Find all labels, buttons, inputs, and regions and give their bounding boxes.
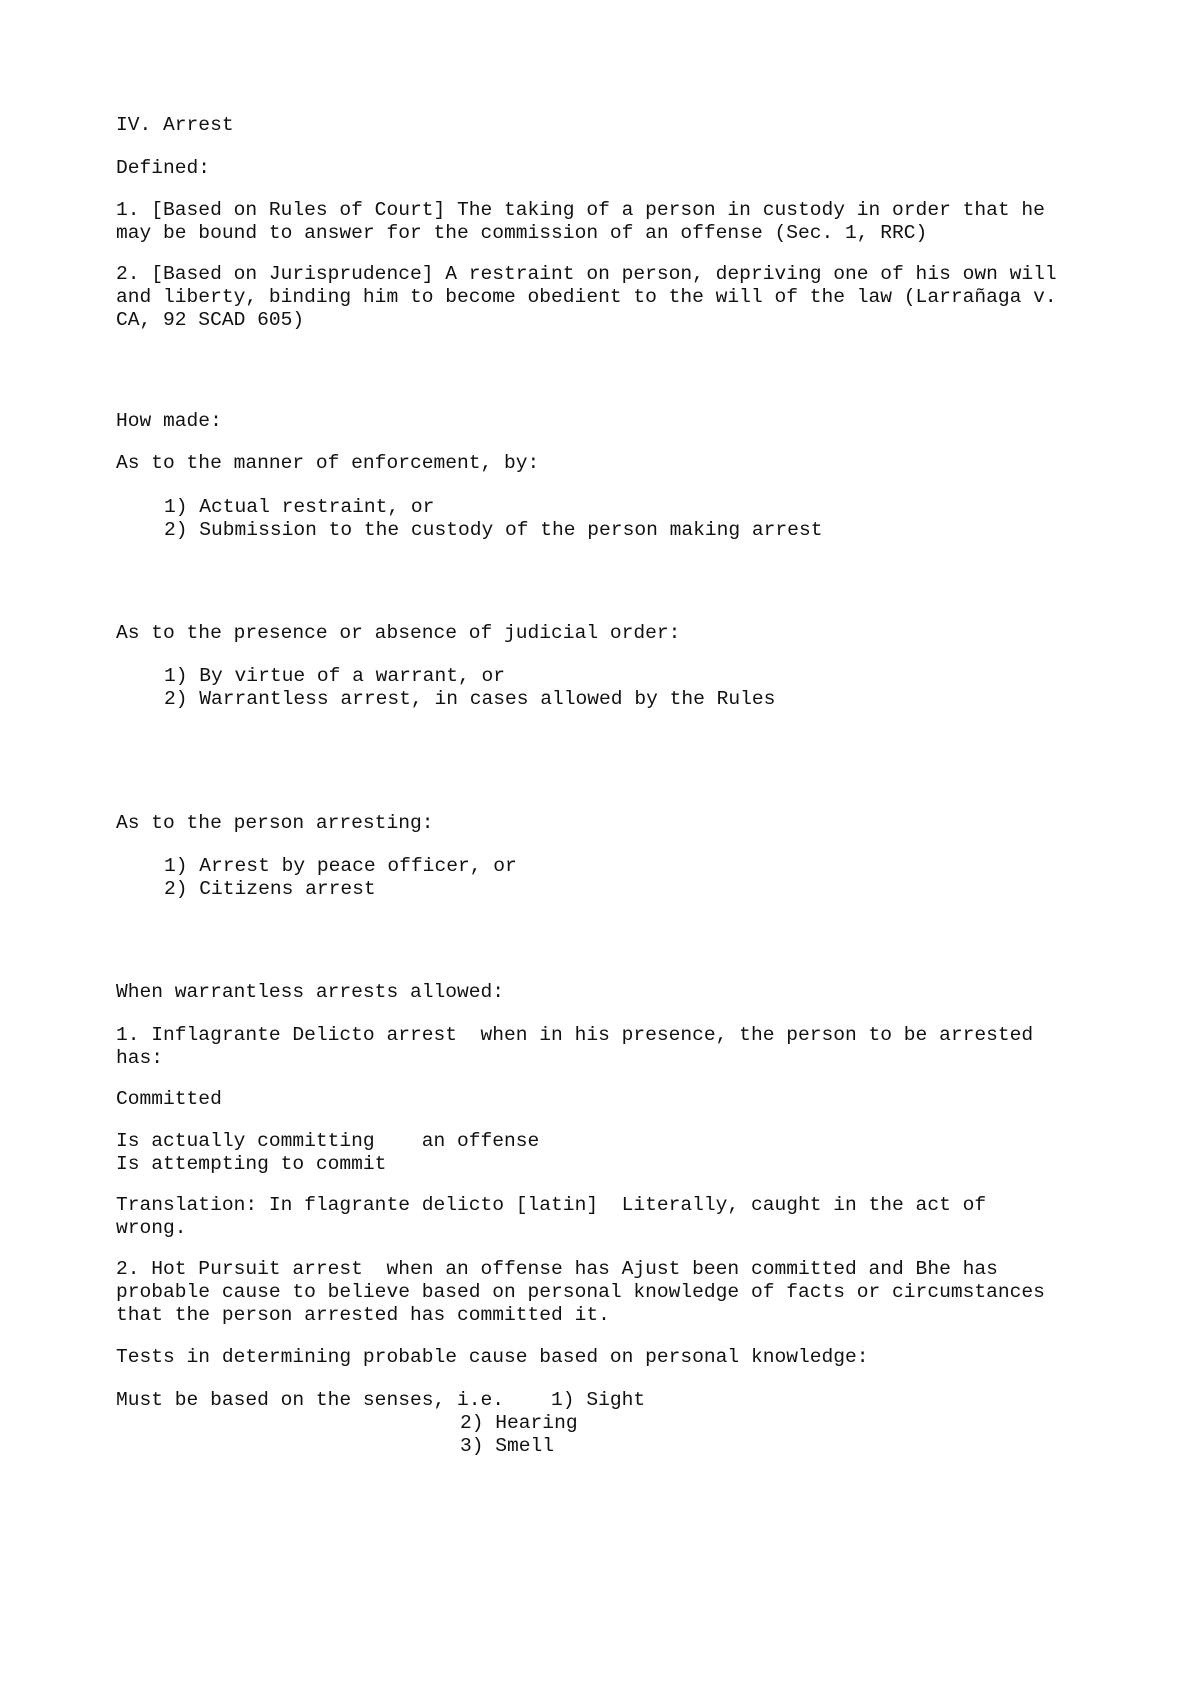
enforcement-item: 1) Actual restraint, or <box>164 496 435 518</box>
definition-2-line-2: and liberty, binding him to become obedient to the will of the law (Larrañaga v. <box>116 286 1057 308</box>
hot-pursuit-line-3: that the person arrested has committed it. <box>116 1304 610 1326</box>
inflagrante-line-1: 1. Inflagrante Delicto arrest when in his presence, the person to be arrested <box>116 1024 1034 1046</box>
definition-1-line-2: may be bound to answer for the commission of an offense (Sec. 1, RRC) <box>116 222 928 244</box>
hot-pursuit-line-1: 2. Hot Pursuit arrest when an offense has Ajust been committed and Bhe has <box>116 1258 998 1280</box>
translation-line-2: wrong. <box>116 1217 187 1239</box>
definition-1-line-1: 1. [Based on Rules of Court] The taking of a person in custody in order that he <box>116 199 1045 221</box>
judicial-order-item: 2) Warrantless arrest, in cases allowed by the Rules <box>164 688 776 710</box>
senses-intro: Must be based on the senses, i.e. 1) Sight <box>116 1389 646 1411</box>
section-heading: IV. Arrest <box>116 114 234 136</box>
person-arresting-label: As to the person arresting: <box>116 812 434 834</box>
tests-label: Tests in determining probable cause based on personal knowledge: <box>116 1346 869 1368</box>
inflagrante-line-2: has: <box>116 1047 164 1069</box>
translation-line-1: Translation: In flagrante delicto [latin] Literally, caught in the act of <box>116 1194 987 1216</box>
hot-pursuit-line-2: probable cause to believe based on personal knowledge of facts or circumstances <box>116 1281 1045 1303</box>
judicial-order-item: 1) By virtue of a warrant, or <box>164 665 505 687</box>
judicial-order-label: As to the presence or absence of judicial order: <box>116 622 681 644</box>
definition-2-line-3: CA, 92 SCAD 605) <box>116 309 305 331</box>
attempting-text: Is attempting to commit <box>116 1153 387 1175</box>
sense-item: 2) Hearing <box>460 1412 578 1434</box>
how-made-label: How made: <box>116 410 222 432</box>
person-arresting-item: 1) Arrest by peace officer, or <box>164 855 517 877</box>
defined-label: Defined: <box>116 157 211 179</box>
enforcement-item: 2) Submission to the custody of the person making arrest <box>164 519 823 541</box>
definition-2-line-1: 2. [Based on Jurisprudence] A restraint on person, depriving one of his own will <box>116 263 1057 285</box>
actually-committing-text: Is actually committing an offense <box>116 1130 540 1152</box>
warrantless-label: When warrantless arrests allowed: <box>116 981 505 1003</box>
person-arresting-item: 2) Citizens arrest <box>164 878 376 900</box>
enforcement-label: As to the manner of enforcement, by: <box>116 452 540 474</box>
committed-text: Committed <box>116 1088 222 1110</box>
sense-item: 3) Smell <box>460 1435 555 1457</box>
